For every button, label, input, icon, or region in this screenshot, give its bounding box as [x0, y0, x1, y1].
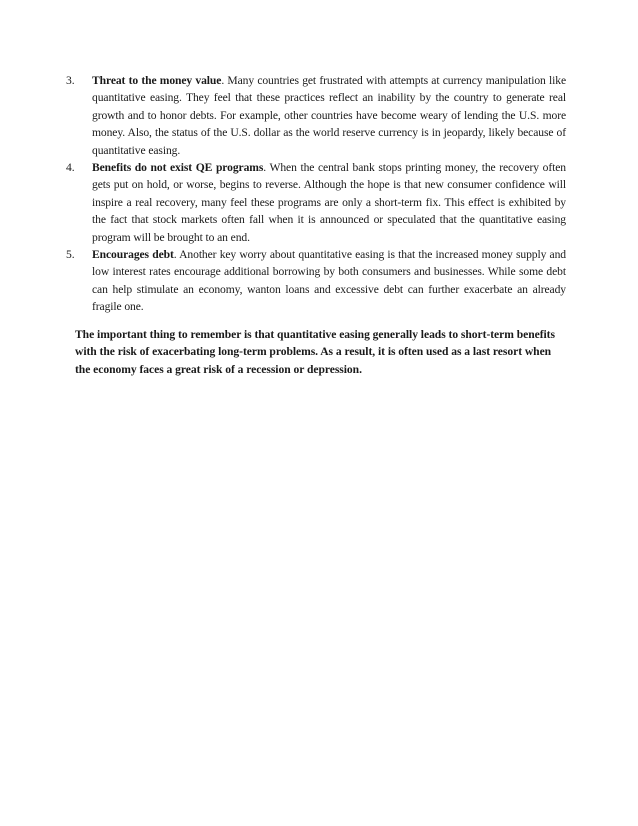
list-item: [66, 246, 566, 316]
item-text: . When the central bank stops printing money, the recovery often gets put on hold, or worse, begins to reverse. Although the hope is that new consumer confidence will inspire a real recovery, many feel these programs are only a short-term fix. This effect is exhibited by the fact that stock markets often fall when it is announced or speculated that the quantitative easing program will be brought to an end.: [92, 161, 566, 244]
summary-paragraph: The important thing to remember is that quantitative easing generally leads to short-term benefits with the risk of exacerbating long-term problems. As a result, it is often used as a last resort when the economy faces a great risk of a recession or depression.: [75, 328, 555, 376]
item-number: 3.: [66, 74, 75, 87]
item-title: Benefits do not exist QE programs: [92, 161, 264, 175]
item-text: . Many countries get frustrated with attempts at currency manipulation like quantitative easing. They feel that these practices reflect an inability by the country to generate real growth and to honor debts. For example, other countries have become weary of lending the U.S. more money. Also, the status of the U.S. dollar as the world reserve currency is in jeopardy, likely because of quantitative easing.: [92, 74, 567, 157]
item-title: Encourages debt: [92, 248, 174, 262]
list-item: [66, 159, 566, 246]
item-title: Threat to the money value: [92, 74, 222, 87]
item-number: 4.: [66, 161, 75, 175]
item-number: 5.: [66, 248, 75, 262]
list-item: [66, 72, 566, 159]
numbered-list: [66, 72, 566, 316]
item-text: . Another key worry about quantitative easing is that the increased money supply and low interest rates encourage additional borrowing by both consumers and businesses. While some debt can help stimulate an economy, wanton loans and excessive debt can further exacerbate an already fragile one.: [92, 248, 566, 314]
